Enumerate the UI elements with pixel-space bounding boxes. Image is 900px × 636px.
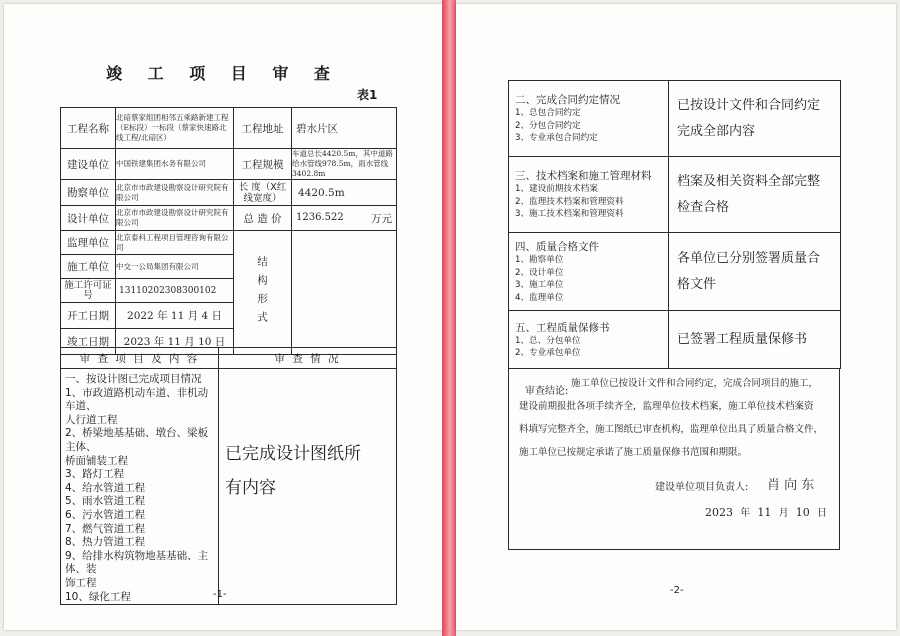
label-scale: 工程规模 — [234, 149, 292, 180]
date-year: 2023 — [705, 506, 733, 519]
section-contract-status — [669, 81, 841, 157]
status-line: 完成全部内容 — [677, 123, 756, 139]
list-item: 人行道工程 — [65, 413, 118, 426]
list-item: 8、热力管道工程 — [65, 536, 146, 549]
conclusion-box — [508, 368, 840, 550]
review-status-header: 审 查 情 况 — [219, 348, 397, 369]
value-structure-form — [292, 231, 397, 355]
list-item: 7、燃气管道工程 — [65, 522, 146, 535]
label-survey-unit: 勘察单位 — [61, 180, 116, 206]
signer-signature: 肖 向 东 — [767, 478, 815, 493]
value-project-name: 北碚蔡家组团相邻五乘路新建工程（E标段）一标段（蔡家快速路北线工程/北碚区） — [116, 108, 234, 149]
conclusion-line-2: 建设前期报批各项手续齐全，监理单位技术档案，施工单位技术档案资 — [519, 401, 814, 412]
label-start-date: 开工日期 — [61, 303, 116, 329]
conclusion-label: 审查结论: — [525, 386, 569, 397]
list-item: 一、按设计图已完成项目情况 — [65, 373, 202, 385]
list-item: 6、污水管道工程 — [65, 508, 146, 521]
value-builder-unit: 中交一公局集团有限公司 — [116, 255, 234, 279]
label-completion-date: 竣工日期 — [61, 329, 116, 355]
section-sub: 1、勘察单位 — [515, 255, 564, 265]
cost-unit: 万元 — [371, 212, 392, 225]
section-sub: 3、施工技术档案和管理资料 — [515, 209, 624, 220]
review-table — [60, 347, 397, 605]
date-day-unit: 日 — [816, 508, 827, 519]
value-design-unit: 北京市市政建设勘察设计研究院有限公司 — [116, 206, 234, 231]
label-project-name: 工程名称 — [61, 108, 116, 149]
label-design-unit: 设计单位 — [61, 206, 116, 231]
list-item: 5、雨水管道工程 — [65, 495, 146, 508]
label-address: 工程地址 — [234, 108, 292, 149]
table-number: 表1 — [357, 88, 378, 102]
status-line: 已按设计文件和合同约定 — [677, 97, 821, 113]
label-supervision-unit: 监理单位 — [61, 231, 116, 255]
section-quality-docs-status — [669, 233, 841, 311]
value-total-cost: 1236.522 — [296, 211, 344, 223]
section-title: 二、完成合同约定情况 — [515, 94, 620, 107]
section-sub: 2、设计单位 — [515, 267, 564, 278]
date-month-unit: 月 — [778, 508, 789, 519]
value-width: 4420.5m — [292, 180, 397, 206]
section-sub: 1、建设前期技术档案 — [515, 184, 598, 195]
date-year-unit: 年 — [740, 508, 751, 519]
list-item: 4、给水管道工程 — [65, 481, 146, 494]
status-line: 格文件 — [677, 276, 717, 292]
section-sub: 1、总包合同约定 — [515, 108, 581, 119]
label-builder-unit: 施工单位 — [61, 255, 116, 279]
label-structure-form: 结构形式 — [234, 231, 292, 355]
section-title: 五、工程质量保修书 — [515, 321, 610, 334]
value-supervision-unit: 北京泰科工程项目管理咨询有限公司 — [116, 231, 234, 255]
status-text-line-1: 已完成设计图纸所 — [225, 444, 361, 464]
review-status-cell — [219, 369, 397, 605]
binding-spine — [442, 0, 456, 636]
section-title: 四、质量合格文件 — [515, 241, 599, 253]
sign-date — [705, 504, 827, 519]
section-sub: 3、专业承包合同约定 — [515, 133, 598, 144]
section-quality-docs — [509, 233, 669, 311]
list-item: 9、给排水构筑物地基基础、主体、装 — [65, 549, 209, 576]
section-title: 三、技术档案和施工管理材料 — [515, 170, 652, 183]
list-item: 桥面铺装工程 — [65, 454, 128, 467]
page-title: 竣 工 项 目 审 查 — [106, 64, 340, 83]
section-contract — [509, 81, 669, 157]
list-item: 10、绿化工程 — [65, 590, 131, 603]
list-item: 3、路灯工程 — [65, 468, 125, 481]
value-start-date: 2022 年 11 月 4 日 — [116, 303, 234, 329]
cost-cell — [292, 206, 397, 231]
section-sub: 3、施工单位 — [515, 280, 564, 290]
value-completion-date: 2023 年 11 月 10 日 — [116, 329, 234, 355]
status-line: 检查合格 — [677, 199, 730, 215]
section-sub: 2、专业承包单位 — [515, 348, 581, 358]
value-construction-unit: 中国铁建集团水务有限公司 — [116, 149, 234, 180]
section-sub: 2、分包合同约定 — [515, 120, 581, 131]
project-info-table — [60, 107, 397, 355]
status-text-line-2: 有内容 — [225, 478, 276, 498]
section-archives — [509, 157, 669, 233]
value-scale: 车道总长4420.5m，其中道路 给水管线978.5m，雨水管线3402.8m — [292, 149, 397, 180]
label-construction-unit: 建设单位 — [61, 149, 116, 180]
value-permit-no: 13110202308300102 — [116, 279, 234, 303]
date-month: 11 — [757, 506, 772, 519]
page-number-right: -2- — [670, 585, 684, 596]
label-permit-no: 施工许可证号 — [61, 279, 116, 303]
page-right — [456, 4, 896, 630]
list-item: 2、桥梁地基基础、墩台、梁板主体、 — [65, 427, 209, 453]
contract-review-table — [508, 80, 841, 369]
section-warranty — [509, 311, 669, 369]
list-item: 饰工程 — [65, 576, 97, 589]
review-items-header: 审 查 项 目 及 内 容 — [61, 348, 219, 369]
section-archives-status — [669, 157, 841, 233]
section-sub: 4、监理单位 — [515, 292, 564, 303]
label-total-cost: 总 造 价 — [234, 206, 292, 231]
page-left — [4, 4, 442, 630]
list-item: 1、市政道路机动车道、非机动车道、 — [65, 386, 209, 413]
signer-label: 建设单位项目负责人: — [655, 482, 749, 493]
date-day: 10 — [795, 506, 810, 519]
section-warranty-status — [669, 311, 841, 369]
page-number-left: -1- — [213, 589, 227, 600]
value-address: 碧水片区 — [292, 108, 397, 149]
conclusion-line-3: 料填写完整齐全，施工图纸已审查机构，监理单位出具了质量合格文件， — [519, 424, 824, 435]
status-line: 档案及相关资料全部完整 — [677, 173, 821, 189]
review-items-list — [61, 369, 219, 605]
status-line: 各单位已分别签署质量合 — [677, 250, 821, 266]
section-sub: 2、监理技术档案和管理资料 — [515, 196, 624, 207]
conclusion-line-4: 施工单位已按规定承诺了施工质量保修书范围和期限。 — [519, 447, 748, 458]
conclusion-line-1: 施工单位已按设计文件和合同约定，完成合同项目的施工， — [571, 378, 819, 389]
value-survey-unit: 北京市市政建设勘察设计研究院有限公司 — [116, 180, 234, 206]
label-width: 长 度（X红线宽度） — [234, 180, 292, 206]
section-sub: 1、总、分包单位 — [515, 335, 581, 346]
status-line: 已签署工程质量保修书 — [677, 331, 808, 347]
